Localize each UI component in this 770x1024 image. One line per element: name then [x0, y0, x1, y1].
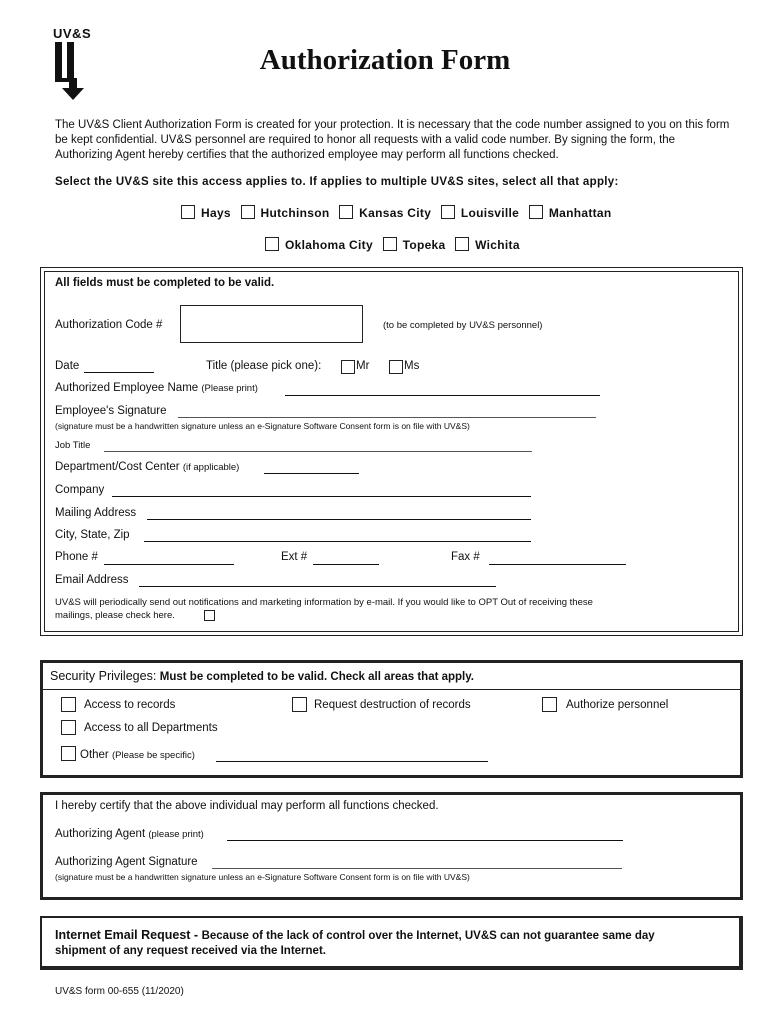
internet-heading: Internet Email Request -: [55, 928, 199, 942]
signature-note: (signature must be a handwritten signature unless an e-Signature Software Consent form is on file with UV&S): [55, 421, 470, 431]
page-title: Authorization Form: [259, 44, 511, 76]
request-destruction-label: Request destruction of records: [314, 699, 471, 711]
other-label-text: Other: [80, 749, 109, 761]
agent-label-text: Authorizing Agent: [55, 828, 146, 840]
checkbox[interactable]: [241, 205, 255, 219]
company-label: Company: [55, 484, 105, 496]
authorize-personnel-checkbox[interactable]: [542, 697, 557, 712]
mailing-address-field[interactable]: [147, 519, 531, 520]
site-prompt: Select the UV&S site this access applies to. If applies to multiple UV&S sites, select all that apply:: [55, 176, 619, 188]
phone-field[interactable]: [104, 564, 234, 565]
email-field[interactable]: [139, 586, 496, 587]
ext-field[interactable]: [313, 564, 379, 565]
checkbox[interactable]: [455, 237, 469, 251]
site-label: Manhattan: [548, 206, 612, 220]
internet-line-1: [55, 928, 655, 942]
mailing-address-label: Mailing Address: [55, 507, 137, 519]
department-label-text: Department/Cost Center: [55, 461, 180, 473]
date-label: Date: [55, 360, 80, 372]
department-note: (if applicable): [182, 462, 240, 473]
ms-checkbox[interactable]: [389, 360, 403, 374]
site-label: Hays: [201, 206, 231, 220]
intro-text: The UV&S Client Authorization Form is created for your protection. It is necessary that the code number assigned to you on this form be kept confidential. UV&S personnel are required to honor all requests with a valid code number. By signing the form, the Authorizing Agent hereby certifies that the authorized employee may perform all functions checked.: [55, 119, 730, 161]
site-label: Topeka: [402, 238, 446, 252]
auth-code-field[interactable]: [180, 305, 363, 343]
footer-form-number: UV&S form 00-655 (11/2020): [55, 986, 184, 997]
agent-signature-note: (signature must be a handwritten signature unless an e-Signature Software Consent form is on file with UV&S): [55, 872, 470, 882]
security-heading: [50, 669, 474, 683]
job-title-label: Job Title: [55, 440, 91, 451]
other-note: (Please be specific): [111, 750, 195, 761]
city-state-zip-field[interactable]: [144, 541, 531, 542]
employee-name-label: [55, 382, 258, 394]
site-label: Oklahoma City: [285, 238, 373, 252]
agent-note: (please print): [148, 829, 204, 840]
access-departments-label: Access to all Departments: [84, 722, 218, 734]
department-field[interactable]: [264, 473, 359, 474]
employee-heading: All fields must be completed to be valid.: [55, 277, 275, 289]
agent-signature-field[interactable]: [212, 868, 622, 869]
fax-label: Fax #: [451, 551, 480, 563]
access-records-checkbox[interactable]: [61, 697, 76, 712]
site-option[interactable]: [383, 237, 446, 252]
department-label: [55, 461, 239, 473]
name-label-text: Authorized Employee Name: [55, 382, 199, 394]
checkbox[interactable]: [383, 237, 397, 251]
employee-signature-label: Employee's Signature: [55, 405, 167, 417]
checkbox[interactable]: [529, 205, 543, 219]
other-label: [80, 749, 195, 761]
checkbox[interactable]: [181, 205, 195, 219]
security-heading-rest: Must be completed to be valid. Check all areas that apply.: [159, 671, 474, 683]
logo-text: UV&S: [53, 26, 92, 41]
security-header-divider: [43, 689, 740, 690]
phone-label: Phone #: [55, 551, 98, 563]
internet-text-1: Because of the lack of control over the Internet, UV&S can not guarantee same day: [201, 930, 655, 942]
checkbox[interactable]: [441, 205, 455, 219]
security-heading-main: Security Privileges:: [50, 669, 157, 683]
other-field[interactable]: [216, 761, 488, 762]
mr-checkbox[interactable]: [341, 360, 355, 374]
internet-section: [40, 916, 743, 970]
name-note: (Please print): [201, 383, 258, 394]
site-option[interactable]: [529, 205, 612, 220]
optout-text-2: mailings, please check here.: [55, 610, 175, 621]
city-state-zip-label: City, State, Zip: [55, 529, 130, 541]
email-label: Email Address: [55, 574, 129, 586]
employee-name-field[interactable]: [285, 395, 600, 396]
internet-text-2: shipment of any request received via the Internet.: [55, 945, 326, 957]
site-option[interactable]: [339, 205, 431, 220]
title-label: Title (please pick one):: [206, 360, 322, 372]
checkbox[interactable]: [265, 237, 279, 251]
date-field[interactable]: [84, 372, 154, 373]
site-label: Hutchinson: [260, 206, 330, 220]
ms-label: Ms: [404, 360, 420, 372]
employee-signature-field[interactable]: [178, 417, 596, 418]
agent-signature-label: Authorizing Agent Signature: [55, 856, 198, 868]
request-destruction-checkbox[interactable]: [292, 697, 307, 712]
job-title-field[interactable]: [104, 451, 532, 452]
authorize-personnel-label: Authorize personnel: [566, 699, 669, 711]
site-label: Louisville: [460, 206, 520, 220]
mr-label: Mr: [356, 360, 370, 372]
authorizing-agent-field[interactable]: [227, 840, 623, 841]
ext-label: Ext #: [281, 551, 308, 563]
other-checkbox[interactable]: [61, 746, 76, 761]
site-option[interactable]: [441, 205, 519, 220]
access-records-label: Access to records: [84, 699, 176, 711]
company-field[interactable]: [112, 496, 531, 497]
checkbox[interactable]: [339, 205, 353, 219]
authorizing-agent-label: [55, 828, 204, 840]
optout-checkbox[interactable]: [204, 610, 215, 621]
optout-text-1: UV&S will periodically send out notifications and marketing information by e-mail. If you would like to OPT Out of receiving these: [55, 597, 593, 608]
auth-code-note: (to be completed by UV&S personnel): [383, 320, 543, 331]
site-option[interactable]: [455, 237, 520, 252]
site-option[interactable]: [265, 237, 373, 252]
sites-row-1: [181, 205, 618, 220]
site-option[interactable]: [241, 205, 330, 220]
site-option[interactable]: [181, 205, 231, 220]
site-label: Wichita: [475, 238, 520, 252]
access-departments-checkbox[interactable]: [61, 720, 76, 735]
auth-code-label: Authorization Code #: [55, 319, 163, 331]
fax-field[interactable]: [489, 564, 626, 565]
sites-row-2: [265, 237, 526, 252]
certify-statement: I hereby certify that the above individual may perform all functions checked.: [55, 800, 439, 812]
site-label: Kansas City: [359, 206, 432, 220]
